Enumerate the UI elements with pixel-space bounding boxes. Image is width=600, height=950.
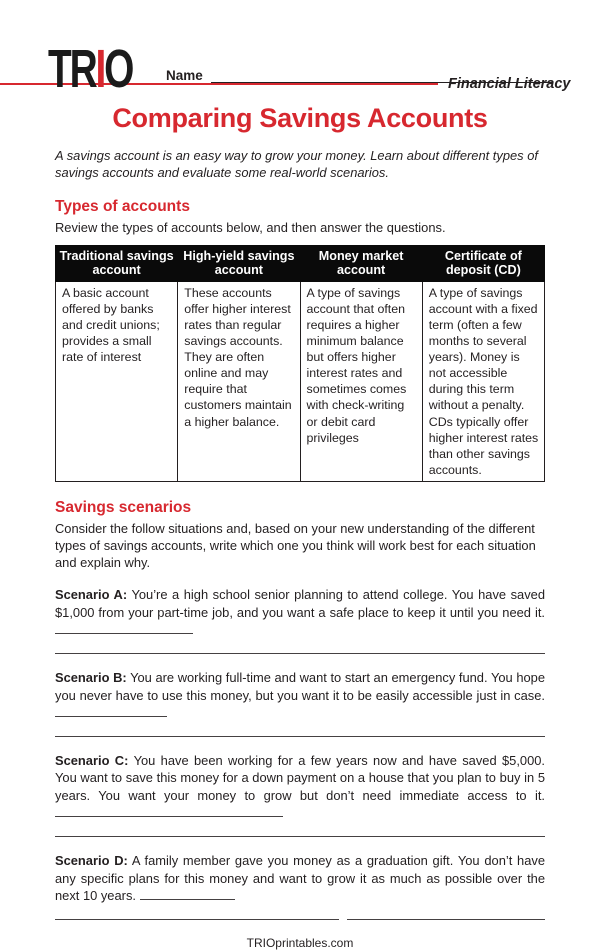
scenario-d-answer-blank[interactable]	[140, 889, 235, 900]
worksheet-page	[0, 39, 600, 950]
accounts-table-body	[56, 281, 545, 482]
trio-logo	[48, 39, 133, 99]
intro-text: A savings account is an easy way to grow your money. Learn about different types of savings accounts and evaluate some real-world scenarios.	[55, 148, 538, 181]
scenario-b-body: You are working full-time and want to start an emergency fund. You hope you never have to use this money, but you want it to be easily accessible just in case.	[55, 670, 545, 703]
scenario-d-label: Scenario D:	[55, 853, 128, 869]
account-type-header: Money market account	[300, 246, 422, 281]
scenario-c-answer-blank[interactable]	[55, 806, 283, 817]
account-type-description: A basic account offered by banks and credit unions; provides a small rate of interest	[56, 281, 178, 482]
account-type-description: These accounts offer higher interest rates than regular savings accounts. They are often online and may require that customers maintain a higher balance.	[178, 281, 300, 482]
scenario-b-answer-line[interactable]	[55, 736, 545, 737]
accounts-table	[55, 245, 545, 482]
footer-url: TRIOprintables.com	[246, 936, 354, 950]
scenario-d-text	[55, 852, 545, 904]
scenario-c-body: You have been working for a few years now and have saved $5,000. You want to save this money for a down payment on a house that you plan to buy in 5 years. You want your money to grow but don’t need immediate access to it.	[55, 753, 545, 803]
scenario-c	[55, 752, 545, 837]
scenario-d-body: A family member gave you money as a graduation gift. You don’t have any specific plans for this money and want to grow it as much as possible over the next 10 years.	[55, 853, 546, 903]
scenario-a-label: Scenario A:	[55, 587, 128, 603]
logo-part-i: I	[95, 39, 105, 99]
scenario-d-answer-line[interactable]	[55, 919, 545, 920]
scenarios-instruction: Consider the follow situations and, based on your new understanding of the different types of savings accounts, write which one you think will work best for each situation and explain why.	[55, 521, 536, 571]
name-label: Name	[166, 68, 203, 84]
footer	[55, 936, 545, 950]
scenario-c-answer-line[interactable]	[55, 836, 545, 837]
scenario-c-text	[55, 752, 545, 821]
scenario-b	[55, 669, 545, 737]
scenario-a-body: You’re a high school senior planning to attend college. You have saved $1,000 from your part-time job, and you want a safe place to keep it until you need it.	[55, 587, 545, 620]
logo-part-tr: TR	[48, 39, 96, 99]
scenario-c-label: Scenario C:	[55, 753, 129, 769]
content	[0, 147, 600, 950]
category-label: Financial Literacy	[448, 76, 571, 92]
scenario-b-label: Scenario B:	[55, 670, 127, 686]
scenario-a-answer-blank[interactable]	[55, 623, 193, 634]
account-type-header: Certificate of deposit (CD)	[422, 246, 544, 281]
logo-part-o: O	[104, 39, 133, 99]
account-type-header: High-yield savings account	[178, 246, 300, 281]
accounts-table-header	[56, 246, 545, 281]
account-type-description: A type of savings account with a fixed term (often a few months to several years). Money is not accessible during this term without a penalty. CDs typically offer higher interest rates than other savings accounts.	[422, 281, 544, 482]
types-instruction: Review the types of accounts below, and then answer the questions.	[55, 220, 446, 236]
scenario-a	[55, 586, 545, 654]
scenarios-heading: Savings scenarios	[55, 499, 192, 517]
account-type-description: A type of savings account that often requires a higher minimum balance but offers higher interest rates and sometimes comes with check-writing or debit card privileges	[300, 281, 422, 482]
scenario-d-answer-line-segment[interactable]	[55, 919, 339, 920]
scenario-b-answer-blank[interactable]	[55, 706, 167, 717]
scenario-d-answer-line-segment[interactable]	[347, 919, 545, 920]
scenario-a-answer-line[interactable]	[55, 653, 545, 654]
account-type-header: Traditional savings account	[56, 246, 178, 281]
types-heading: Types of accounts	[55, 198, 190, 216]
scenario-b-text	[55, 669, 545, 721]
scenario-a-text	[55, 586, 545, 638]
scenario-d	[55, 852, 545, 920]
page-title: Comparing Savings Accounts	[112, 103, 488, 134]
